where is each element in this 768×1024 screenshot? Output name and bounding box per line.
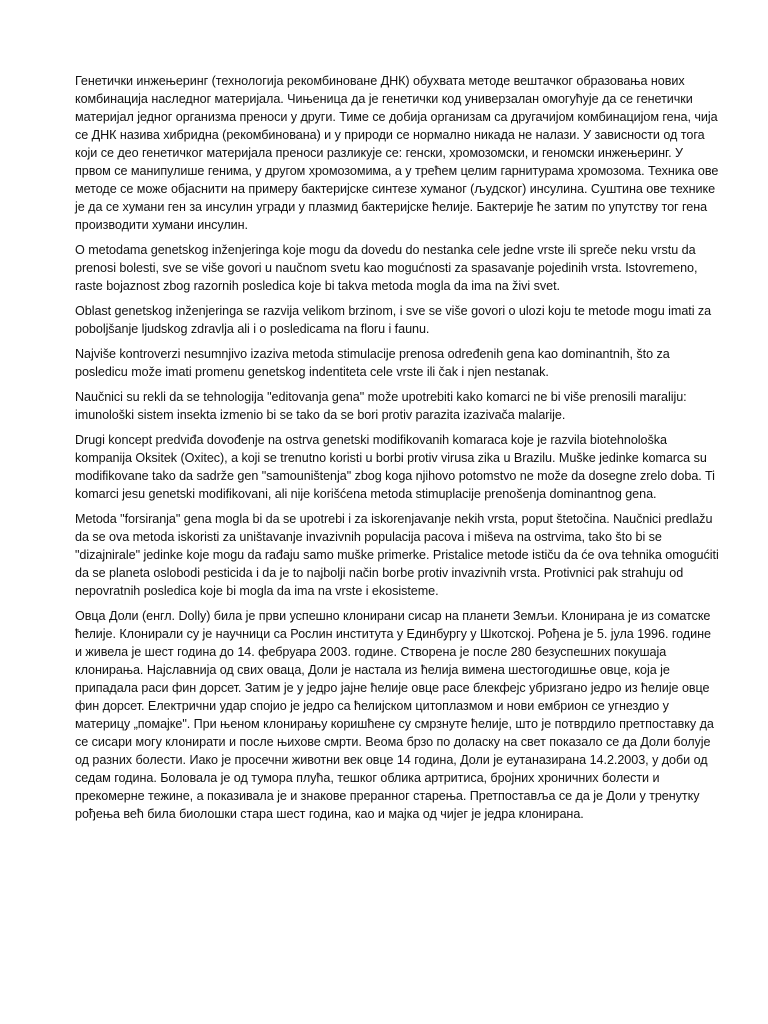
paragraph-field-development: Oblast genetskog inženjeringa se razvija velikom brzinom, i sve se više govori o ulozi koju te metode mogu imati za poboljšanje ljudskog zdravlja ali i o posledicama na floru i faunu.: [75, 304, 712, 336]
paragraph-dolly-sheep: Овца Доли (енгл. Dolly) била је први успешно клонирани сисар на планети Земљи. Клонирана је из соматске ћелије. Клонирали су је научници са Рослин института у Единбургу у Шкотској. Рођена је 5. јула 1996. године и живела је шест година до 14. фебруара 2003. године. Створена је после 280 безуспешних покушаја клонирања. Најславнија од свих оваца, Доли је настала из ћелија вимена шестогодишње овце, која је припадала раси фин дорсет. Затим је у једро јајне ћелије овце расе блекфејс убризгано једро из ћелије овце фин дорсет. Електрични удар спојио је једро са ћелијском цитоплазмом и нови ембрион се угнездио у материцу „помајке". При њеном клонирању коришћене су смрзнуте ћелије, што је потврдило претпоставку да се сисари могу клонирати и после њихове смрти. Веома брзо по доласку на свет показало се да Доли болује од разних болести. Иако је просечни животни век овце 14 година, Доли је еутаназирана 14.2.2003, у доби од седам година. Боловала је од тумора плућа, тешког облика артритиса, бројних хроничних болести и прекомерне тежине, а показивала је и знакове преранног старења. Претпоставља се да је Доли у тренутку рођења већ била биолошки стара шест година, као и мајка од чијег је једра клонирана.: [75, 609, 714, 821]
paragraph-controversy: Najviše kontroverzi nesumnjivo izaziva metoda stimulacije prenosa određenih gena kao dominantnih, što za posledicu može imati promenu genetskog indentiteta cele vrste ili čak i njen nestanak.: [75, 347, 670, 379]
paragraph-oxitec-concept: Drugi koncept predviđa dovođenje na ostrva genetski modifikovanih komaraca koje je razvila biotehnološka kompanija Oksitek (Oxitec), a koji se trenutno koristi u borbi protiv virusa zika u Brazilu. Muške jedinke komarca su modifikovane tako da sadrže gen "samouništenja" zbog koga njihovo potomstvo ne može da dosegne zrelo doba. Ti komarci jesu genetski modifikovani, ali nije korišćena metoda stimuplacije prenošenja dominantnog gena.: [75, 433, 715, 501]
paragraph-genetic-engineering-intro: Генетички инжењеринг (технологија рекомбиноване ДНК) обухвата методе вештачког образовања нових комбинација наследног материјала. Чињеница да је генетички код универзалан омогућује да се генетички материјал једног организма преноси у други. Тиме се добија организам са другачијом комбинацијом гена, чија се ДНК назива хибридна (рекомбинована) и у природи се нормално никада не налази. У зависности од тога који се део генетичког материјала преноси разликује се: генски, хромозомски, и геномски инжењеринг. У првом се манипулише генима, у другом хромозомима, а у трећем целим гарнитурама хромозома. Техника ове методе се може објаснити на примеру бактеријске синтезе хуманог (људског) инсулина. Суштина ове технике је да се хумани ген за инсулин угради у плазмид бактеријске ћелије. Бактерије ће затим по упутству тог гена производити хумани инсулин.: [75, 74, 719, 232]
paragraph-methods-extinction: O metodama genetskog inženjeringa koje mogu da dovedu do nestanka cele jedne vrste ili spreče neku vrstu da prenosi bolesti, sve se više govori u naučnom svetu kao mogućnosti za spasavanje pojedinih vrsta. Istovremeno, raste bojaznost zbog razornih posledica koje bi takva metoda mogla da ima na živi svet.: [75, 243, 698, 293]
paragraph-gene-editing-mosquitoes: Naučnici su rekli da se tehnologija "editovanja gena" može upotrebiti kako komarci ne bi više prenosili maraliju: imunološki sistem insekta izmenio bi se tako da se bori protiv parazita izazivača malarije.: [75, 390, 687, 422]
document-page: [75, 72, 720, 830]
paragraph-gene-drive: Metoda "forsiranja" gena mogla bi da se upotrebi i za iskorenjavanje nekih vrsta, poput štetočina. Naučnici predlažu da se ova metoda iskoristi za uništavanje invazivnih populacija pacova i miševa na ostrvima, tako što bi se "dizajnirale" jedinke koje mogu da rađaju samo muške primerke. Pristalice metode ističu da će ova tehnika omogućiti da se planeta oslobodi pesticida i da je to najbolji način borbe protiv invazivnih vrsta. Protivnici pak strahuju od nepovratnih posledica koje bi mogla da ima na vrste i ekosisteme.: [75, 512, 719, 598]
